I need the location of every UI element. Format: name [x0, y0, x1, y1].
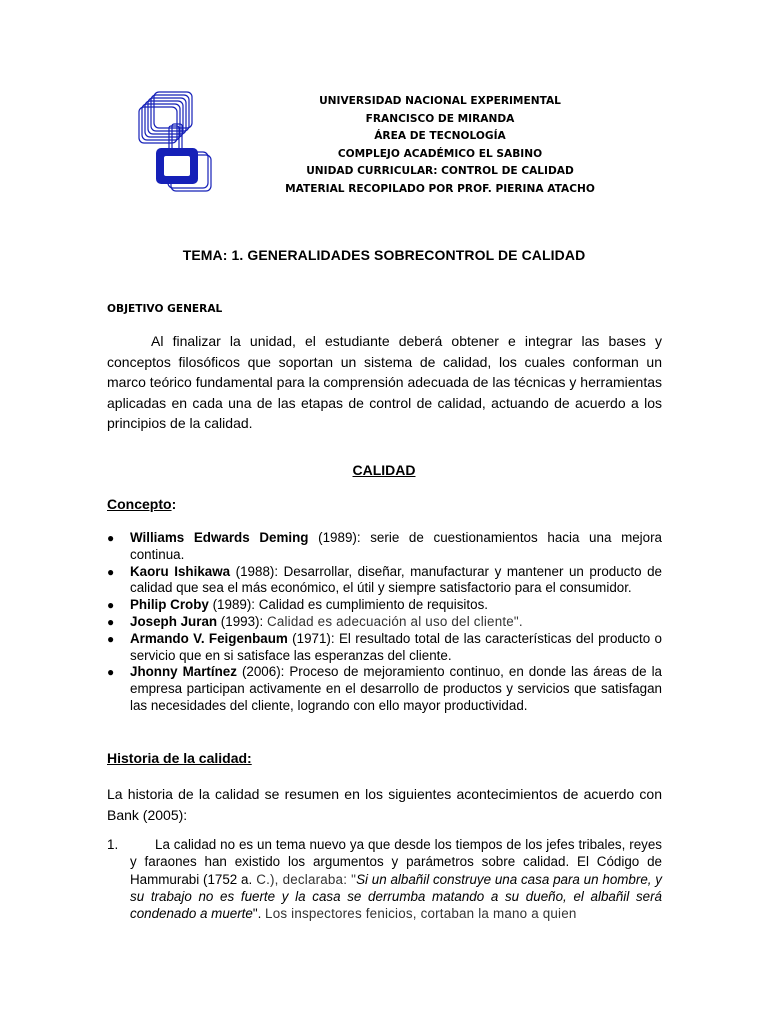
hammurabi-quote: Si un albañil construye una casa para un hombre, y su trabajo no es fuerte y la casa se derrumba matando a su dueño, el albañil será condenado a muerte — [130, 871, 662, 922]
bullet-icon: ● — [107, 531, 115, 545]
item-number: 1. — [107, 837, 119, 852]
concept-heading — [107, 496, 176, 512]
author-name: Joseph Juran — [130, 613, 218, 629]
list-item — [107, 564, 662, 598]
bullet-icon: ● — [107, 631, 115, 646]
definition-text: (2006): Proceso de mejoramiento continuo, en donde las áreas de la empresa participan activamente en el desarrollo de productos y servicios que satisfagan las necesidades del cliente, logrando con ello mayor productividad. — [130, 664, 662, 713]
university-logo — [136, 90, 216, 194]
topic-title: TEMA: 1. GENERALIDADES SOBRECONTROL DE CALIDAD — [182, 247, 586, 263]
header-line: MATERIAL RECOPILADO POR PROF. PIERINA ATACHO — [285, 182, 595, 195]
bullet-icon: ● — [107, 598, 115, 613]
definition-text: (1989): serie de cuestionamientos hacia una mejora continua. — [130, 530, 662, 562]
item-text-b: C.), declaraba: " — [252, 871, 357, 887]
concept-label: Concepto — [107, 496, 172, 512]
header-line: UNIDAD CURRICULAR: CONTROL DE CALIDAD — [306, 165, 574, 177]
definitions-list — [107, 530, 662, 715]
item-text-d: Los inspectores fenicios, cortaban la mano a quien — [265, 906, 577, 922]
list-item — [107, 614, 662, 631]
list-item — [107, 530, 662, 564]
author-name: Kaoru Ishikawa — [130, 563, 231, 579]
history-item-1 — [107, 836, 662, 922]
bullet-icon: ● — [107, 564, 115, 579]
history-heading: Historia de la calidad: — [107, 750, 252, 766]
concept-colon: : — [171, 496, 177, 512]
item-text-c: ". — [252, 906, 266, 922]
author-name: Jhonny Martínez — [130, 664, 237, 680]
definition-text: (1993): — [217, 613, 267, 629]
history-intro: La historia de la calidad se resumen en los siguientes acontecimientos de acuerdo con Bank (2005): — [107, 786, 662, 823]
header-line: ÁREA DE TECNOLOGÍA — [374, 130, 506, 142]
institution-header — [240, 93, 640, 198]
list-item — [107, 631, 662, 665]
history-item-text — [107, 836, 662, 922]
item-text-a: La calidad no es un tema nuevo ya que desde los tiempos de los jefes tribales, reyes y faraones han existido los argumentos y parámetros sobre calidad. El Código de Hammurabi (1752 a. — [130, 837, 662, 887]
definition-text: (1989): Calidad es cumplimiento de requisitos. — [208, 597, 488, 613]
objective-heading: OBJETIVO GENERAL — [107, 303, 223, 315]
header-line: COMPLEJO ACADÉMICO EL SABINO — [337, 147, 543, 160]
bullet-icon: ● — [107, 614, 115, 629]
definition-text: (1971): El resultado total de las características del producto o servicio que en si satisface las esperanzas del cliente. — [130, 630, 662, 663]
author-name: Williams Edwards Deming — [130, 530, 309, 545]
list-item — [107, 597, 662, 614]
definition-text: (1988): Desarrollar, diseñar, manufacturar y mantener un producto de calidad que sea el más económico, el útil y siempre satisfactorio para el consumidor. — [130, 563, 662, 596]
author-name: Armando V. Feigenbaum — [130, 630, 288, 646]
header-line: FRANCISCO DE MIRANDA — [365, 112, 515, 125]
bullet-icon: ● — [107, 665, 115, 680]
author-name: Philip Croby — [130, 597, 209, 613]
objective-paragraph: Al finalizar la unidad, el estudiante deberá obtener e integrar las bases y conceptos filosóficos que soportan un sistema de calidad, los cuales conforman un marco teórico fundamental para la comprensión adecuada de las técnicas y herramientas aplicadas en cada una de las etapas de control de calidad, actuando de acuerdo a los principios de la calidad. — [107, 333, 662, 431]
list-item — [107, 664, 662, 714]
definition-quote: Calidad es adecuación al uso del cliente". — [266, 613, 523, 629]
header-line: UNIVERSIDAD NACIONAL EXPERIMENTAL — [319, 95, 561, 107]
section-title: CALIDAD — [352, 462, 416, 478]
